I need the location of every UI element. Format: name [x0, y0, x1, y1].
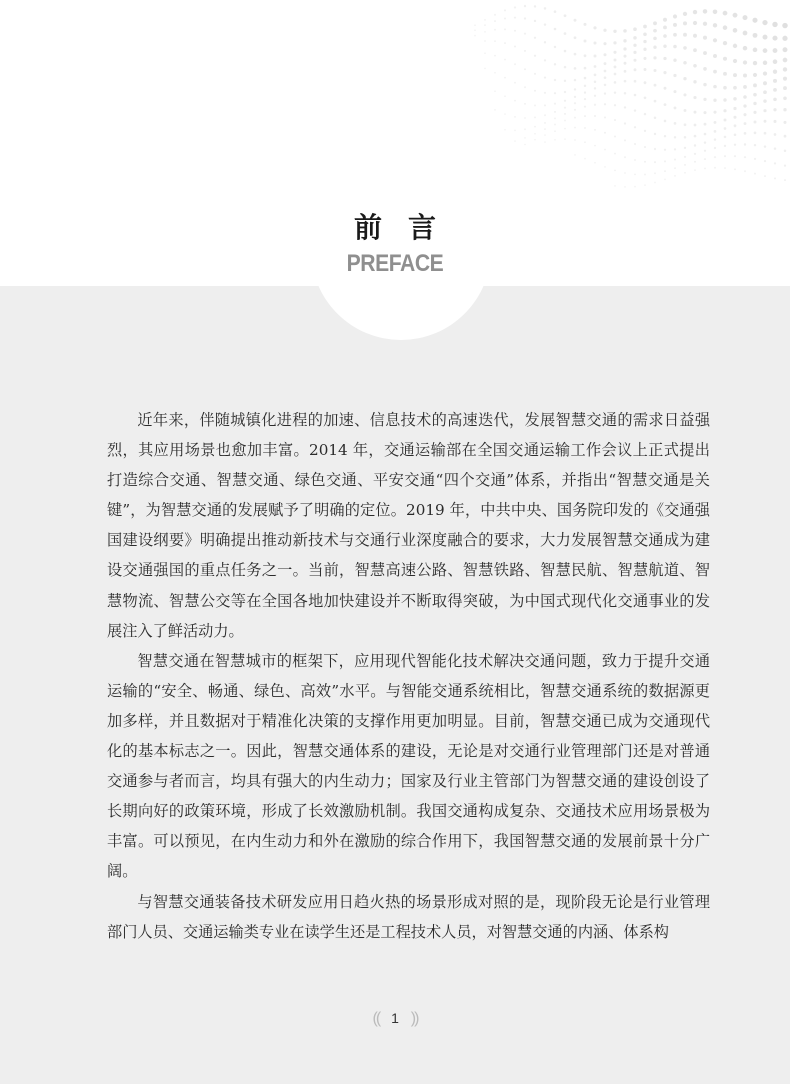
bracket-left-decoration: ((: [372, 1010, 380, 1027]
page-number: 1: [391, 1010, 399, 1026]
decorative-dot-pattern: [390, 0, 790, 200]
page-subtitle: PREFACE: [346, 250, 444, 277]
paragraph: 智慧交通在智慧城市的框架下，应用现代智能化技术解决交通问题，致力于提升交通运输的“安全、畅通、绿色、高效”水平。与智能交通系统相比，智慧交通系统的数据源更加多样，并且数据对于精准化决策的支撑作用更加明显。目前，智慧交通已成为交通现代化的基本标志之一。因此，智慧交通体系的建设，无论是对交通行业管理部门还是对普通交通参与者而言，均具有强大的内生动力；国家及行业主管部门为智慧交通的建设创设了长期向好的政策环境，形成了长效激励机制。我国交通构成复杂、交通技术应用场景极为丰富。可以预见，在内生动力和外在激励的综合作用下，我国智慧交通的发展前景十分广阔。: [107, 651, 710, 881]
paragraph: 近年来，伴随城镇化进程的加速、信息技术的高速迭代，发展智慧交通的需求日益强烈，其应用场景也愈加丰富。2014 年，交通运输部在全国交通运输工作会议上正式提出打造综合交通、智慧交通、绿色交通、平安交通“四个交通”体系，并指出“智慧交通是关键”，为智慧交通的发展赋予了明确的定位。2019 年，中共中央、国务院印发的《交通强国建设纲要》明确提出推动新技术与交通行业深度融合的要求，大力发展智慧交通成为建设交通强国的重点任务之一。当前，智慧高速公路、智慧铁路、智慧民航、智慧航道、智慧物流、智慧公交等在全国各地加快建设并不断取得突破，为中国式现代化交通事业的发展注入了鲜活动力。: [107, 411, 710, 640]
paragraph: 与智慧交通装备技术研发应用日趋火热的场景形成对照的是，现阶段无论是行业管理部门人员、交通运输类专业在读学生还是工程技术人员，对智慧交通的内涵、体系构: [107, 892, 710, 941]
page-footer: [0, 1010, 790, 1028]
bracket-right-decoration: )): [410, 1010, 418, 1027]
preface-body: [107, 405, 710, 947]
page-title: 前言: [353, 211, 462, 244]
